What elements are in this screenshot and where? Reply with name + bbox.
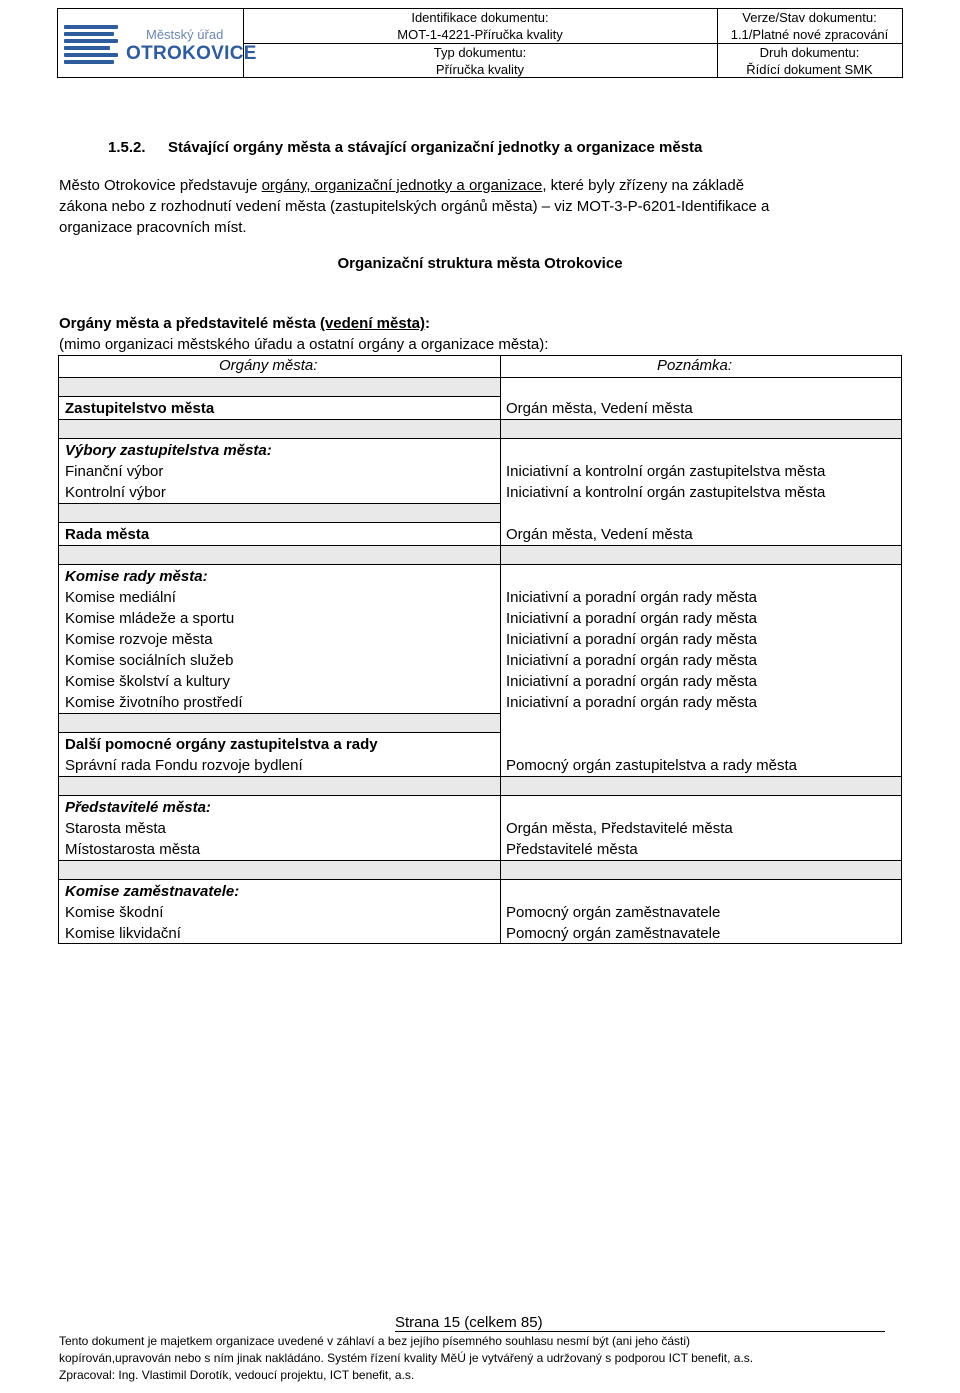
row-skodni-right: Pomocný orgán zaměstnavatele xyxy=(506,904,721,921)
intro-underlined-term: orgány, organizační jednotky a organizace xyxy=(261,177,543,194)
group-heading-commissions: Komise rady města: xyxy=(65,568,208,585)
header-label-kind: Druh dokumentu: xyxy=(717,43,902,61)
footer-line-2: kopírován,upravován nebo s ním jinak nakládáno. Systém řízení kvality MěÚ je vytvářený a udržovaný s podporou ICT benefit, a.s. xyxy=(59,1351,754,1365)
row-zastupitelstvo-right: Orgán města, Vedení města xyxy=(506,400,693,417)
row-sprava-right: Pomocný orgán zastupitelstva a rady města xyxy=(506,757,797,774)
column-header-note: Poznámka: xyxy=(657,357,733,374)
subheading xyxy=(59,315,430,332)
row-k4-right: Iniciativní a poradní orgán rady města xyxy=(506,652,757,669)
footer-rule xyxy=(395,1331,885,1332)
row-zastupitelstvo-left: Zastupitelstvo města xyxy=(65,400,215,417)
header-version-column xyxy=(717,9,902,77)
logo-emblem-icon xyxy=(64,25,118,65)
header-label-version: Verze/Stav dokumentu: xyxy=(742,10,877,25)
column-header-organs: Orgány města: xyxy=(219,357,318,374)
row-starosta-right: Orgán města, Představitelé města xyxy=(506,820,733,837)
logo xyxy=(58,9,257,77)
header-value-type: Příručka kvality xyxy=(435,62,525,77)
section-number: 1.5.2. xyxy=(108,139,146,156)
intro-text: , které byly zřízeny na základě xyxy=(542,177,745,194)
row-k2-left: Komise mládeže a sportu xyxy=(65,610,235,627)
row-skodni-left: Komise škodní xyxy=(65,904,164,921)
row-mistostarosta-left: Místostarosta města xyxy=(65,841,201,858)
row-mistostarosta-right: Představitelé města xyxy=(506,841,638,858)
row-likvidacni-left: Komise likvidační xyxy=(65,925,181,942)
row-k6-right: Iniciativní a poradní orgán rady města xyxy=(506,694,757,711)
row-k3-right: Iniciativní a poradní orgán rady města xyxy=(506,631,757,648)
row-kontrolni-left: Kontrolní výbor xyxy=(65,484,166,501)
row-sprava-left: Správní rada Fondu rozvoje bydlení xyxy=(65,757,303,774)
page-number: Strana 15 (celkem 85) xyxy=(395,1314,543,1331)
org-structure-title: Organizační struktura města Otrokovice xyxy=(337,255,623,272)
intro-line-1 xyxy=(59,175,744,196)
subheading-colon: : xyxy=(425,315,431,332)
row-financni-right: Iniciativní a kontrolní orgán zastupitelstva města xyxy=(506,463,826,480)
intro-line-3: organizace pracovních míst. xyxy=(59,219,247,236)
row-starosta-left: Starosta města xyxy=(65,820,166,837)
footer-line-3: Zpracoval: Ing. Vlastimil Dorotík, vedoucí projektu, ICT benefit, a.s. xyxy=(59,1368,415,1382)
document-header xyxy=(57,8,903,78)
intro-line-2: zákona nebo z rozhodnutí vedení města (zastupitelských orgánů města) – viz MOT-3-P-6201-Identifikace a xyxy=(59,198,770,215)
row-k6-left: Komise životního prostředí xyxy=(65,694,243,711)
row-k5-left: Komise školství a kultury xyxy=(65,673,231,690)
row-rada-left: Rada města xyxy=(65,526,150,543)
group-heading-representatives: Představitelé města: xyxy=(65,799,211,816)
group-heading-employer-commissions: Komise zaměstnavatele: xyxy=(65,883,240,900)
organs-table xyxy=(58,355,902,944)
header-label-type: Typ dokumentu: xyxy=(243,43,717,61)
row-kontrolni-right: Iniciativní a kontrolní orgán zastupitelstva města xyxy=(506,484,826,501)
header-label-id: Identifikace dokumentu: xyxy=(411,10,549,25)
row-financni-left: Finanční výbor xyxy=(65,463,164,480)
subheading-underlined: (vedení města) xyxy=(319,315,426,332)
row-k2-right: Iniciativní a poradní orgán rady města xyxy=(506,610,757,627)
row-k1-right: Iniciativní a poradní orgán rady města xyxy=(506,589,757,606)
logo-text-city: OTROKOVICE xyxy=(126,43,257,64)
logo-text-office: Městský úřad xyxy=(146,27,224,42)
row-k4-left: Komise sociálních služeb xyxy=(65,652,234,669)
subheading-note: (mimo organizaci městského úřadu a ostatní orgány a organizace města): xyxy=(59,336,549,353)
row-likvidacni-right: Pomocný orgán zaměstnavatele xyxy=(506,925,721,942)
header-value-version: 1.1/Platné nové zpracování xyxy=(730,27,889,42)
header-value-id: MOT-1-4221-Příručka kvality xyxy=(397,27,563,42)
header-document-id-column xyxy=(243,9,718,77)
group-heading-other-bodies: Další pomocné orgány zastupitelstva a rady xyxy=(65,736,378,753)
row-k3-left: Komise rozvoje města xyxy=(65,631,213,648)
group-heading-committees: Výbory zastupitelstva města: xyxy=(65,442,272,459)
header-value-kind: Řídící dokument SMK xyxy=(746,62,873,77)
row-k1-left: Komise mediální xyxy=(65,589,176,606)
section-title: Stávající orgány města a stávající organizační jednotky a organizace města xyxy=(168,139,703,156)
footer-line-1: Tento dokument je majetkem organizace uvedené v záhlaví a bez jejího písemného souhlasu nesmí být (ani jeho části) xyxy=(59,1334,691,1348)
intro-text: Město Otrokovice představuje xyxy=(59,177,262,194)
row-k5-right: Iniciativní a poradní orgán rady města xyxy=(506,673,757,690)
subheading-text: Orgány města a představitelé města xyxy=(59,315,320,332)
row-rada-right: Orgán města, Vedení města xyxy=(506,526,693,543)
